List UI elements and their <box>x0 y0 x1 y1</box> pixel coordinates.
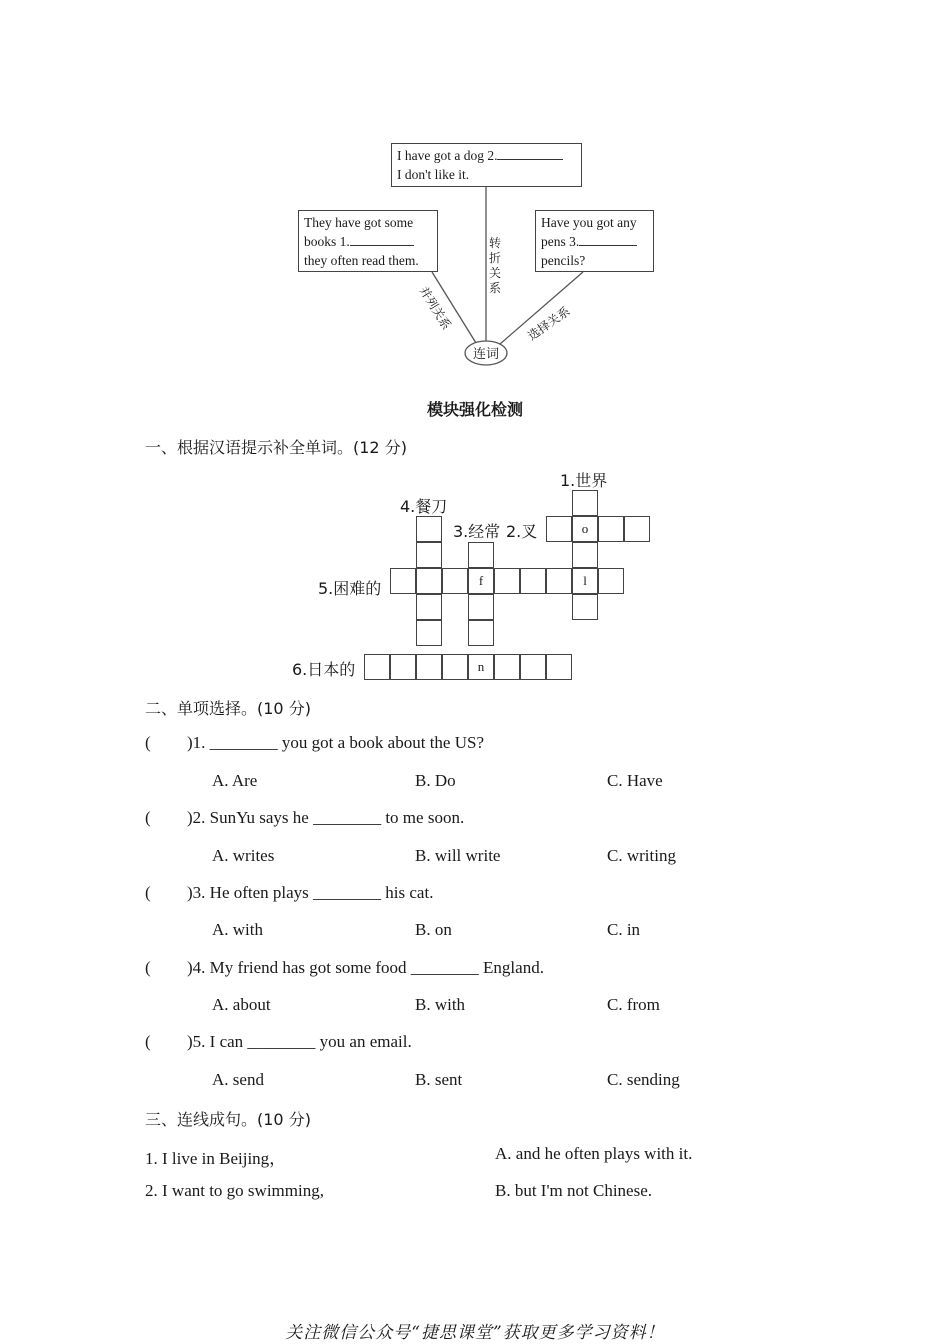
crossword-cell[interactable] <box>572 594 598 620</box>
crossword-cell[interactable] <box>598 568 624 594</box>
crossword-cell[interactable] <box>364 654 390 680</box>
clue-1: 1.世界 <box>560 471 608 490</box>
clue-4: 4.餐刀 <box>400 497 448 516</box>
crossword-cell[interactable] <box>520 654 546 680</box>
left-box-line3: they often read them. <box>304 253 419 268</box>
given-letter: l <box>583 573 587 588</box>
match-right-a[interactable]: A. and he often plays with it. <box>495 1144 693 1163</box>
given-letter: f <box>478 573 484 588</box>
answer-paren[interactable]: ( <box>145 808 151 827</box>
label-left: 并列关系 <box>416 284 454 333</box>
answer-paren[interactable]: ( <box>145 1032 151 1051</box>
option-c[interactable]: C. Have <box>607 771 663 790</box>
page-title: 模块强化检测 <box>426 400 523 419</box>
top-box-line1: I have got a dog 2. <box>397 148 498 163</box>
option-b[interactable]: B. with <box>415 995 466 1014</box>
crossword-cell[interactable] <box>416 620 442 646</box>
left-sentence-box <box>298 210 438 272</box>
answer-paren[interactable]: ( <box>145 883 151 902</box>
crossword-cell[interactable] <box>416 594 442 620</box>
footer-note: 关注微信公众号“捷思课堂”获取更多学习资料！ <box>285 1323 665 1343</box>
top-box-line2: I don't like it. <box>397 167 470 182</box>
blank-3[interactable] <box>579 245 637 246</box>
right-box-line2: pens 3. <box>541 234 580 249</box>
option-a[interactable]: A. Are <box>212 771 258 790</box>
crossword-cell[interactable] <box>494 568 520 594</box>
question-stem: )2. SunYu says he ________ to me soon. <box>187 808 465 827</box>
match-left-1[interactable]: 1. I live in Beijing， <box>145 1149 287 1168</box>
crossword-cell[interactable] <box>598 516 624 542</box>
crossword-cell[interactable] <box>624 516 650 542</box>
crossword-cell <box>572 568 598 594</box>
crossword-cell[interactable] <box>390 654 416 680</box>
question-stem: )4. My friend has got some food ________ England. <box>187 958 544 977</box>
option-c[interactable]: C. sending <box>607 1070 680 1089</box>
answer-paren[interactable]: ( <box>145 958 151 977</box>
label-middle: 转折关系 <box>488 236 501 295</box>
diagram-lines <box>0 0 950 380</box>
crossword-cell[interactable] <box>546 568 572 594</box>
option-b[interactable]: B. will write <box>415 846 501 865</box>
option-b[interactable]: B. on <box>415 920 452 939</box>
option-b[interactable]: B. Do <box>415 771 456 790</box>
crossword-cell <box>468 654 494 680</box>
option-a[interactable]: A. with <box>212 920 263 939</box>
option-a[interactable]: A. writes <box>212 846 275 865</box>
crossword-cell[interactable] <box>416 654 442 680</box>
answer-paren[interactable]: ( <box>145 733 151 752</box>
crossword-cell[interactable] <box>442 568 468 594</box>
crossword-cell[interactable] <box>468 594 494 620</box>
option-c[interactable]: C. from <box>607 995 660 1014</box>
match-right-b[interactable]: B. but I'm not Chinese. <box>495 1181 653 1200</box>
option-c[interactable]: C. in <box>607 920 641 939</box>
crossword-cell[interactable] <box>520 568 546 594</box>
question-stem: )1. ________ you got a book about the US? <box>187 733 484 752</box>
crossword-cell[interactable] <box>416 516 442 542</box>
match-left-2[interactable]: 2. I want to go swimming, <box>145 1181 324 1200</box>
question-stem: )5. I can ________ you an email. <box>187 1032 412 1051</box>
crossword-cell[interactable] <box>546 516 572 542</box>
label-right: 选择关系 <box>525 304 573 344</box>
crossword-cell[interactable] <box>416 542 442 568</box>
crossword-cell <box>572 516 598 542</box>
clue-3: 3.经常 <box>453 522 501 541</box>
center-label: 连词 <box>472 347 499 362</box>
crossword-cell[interactable] <box>442 654 468 680</box>
given-letter: o <box>581 521 589 536</box>
crossword-cell[interactable] <box>546 654 572 680</box>
crossword-cell[interactable] <box>468 542 494 568</box>
right-box-line1: Have you got any <box>541 215 637 230</box>
blank-2[interactable] <box>497 159 563 160</box>
blank-1[interactable] <box>350 245 414 246</box>
given-letter: n <box>477 659 485 674</box>
crossword-cell[interactable] <box>572 542 598 568</box>
section1-heading: 一、根据汉语提示补全单词。(12 分) <box>145 438 407 457</box>
section3-heading: 三、连线成句。(10 分) <box>145 1110 311 1129</box>
crossword-cell[interactable] <box>390 568 416 594</box>
option-c[interactable]: C. writing <box>607 846 676 865</box>
option-a[interactable]: A. send <box>212 1070 264 1089</box>
clue-6: 6.日本的 <box>292 660 356 679</box>
question-stem: )3. He often plays ________ his cat. <box>187 883 434 902</box>
crossword-cell[interactable] <box>572 490 598 516</box>
top-sentence-box <box>391 143 582 187</box>
right-sentence-box <box>535 210 654 272</box>
crossword-cell[interactable] <box>494 654 520 680</box>
section2-heading: 二、单项选择。(10 分) <box>145 699 311 718</box>
clue-5: 5.困难的 <box>318 579 382 598</box>
crossword-cell[interactable] <box>468 620 494 646</box>
crossword-cell <box>468 568 494 594</box>
right-box-line3: pencils? <box>541 253 586 268</box>
clue-2: 2.叉 <box>506 522 538 541</box>
crossword-cell[interactable] <box>416 568 442 594</box>
option-b[interactable]: B. sent <box>415 1070 463 1089</box>
left-box-line2: books 1. <box>304 234 350 249</box>
left-box-line1: They have got some <box>304 215 414 230</box>
option-a[interactable]: A. about <box>212 995 271 1014</box>
